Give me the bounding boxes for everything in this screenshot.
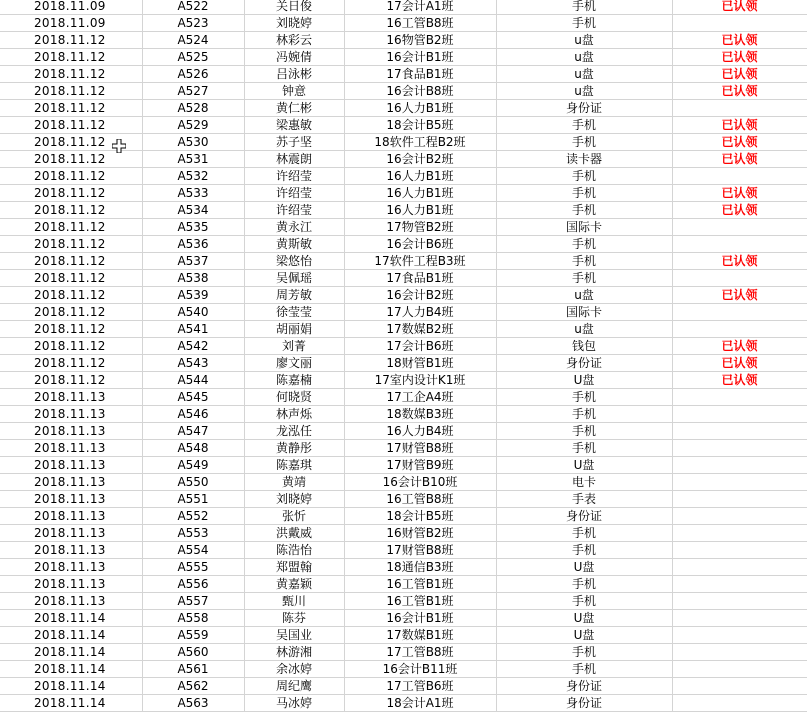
cell-code[interactable]: A551 — [142, 491, 244, 508]
table-row — [0, 219, 807, 236]
cell-code[interactable]: A557 — [142, 593, 244, 610]
cell-code[interactable]: A530 — [142, 134, 244, 151]
cell-item[interactable]: 手机 — [496, 202, 672, 219]
cell-item[interactable]: 手机 — [496, 644, 672, 661]
cell-cls[interactable]: 16会计B10班 — [344, 474, 496, 491]
cell-date[interactable]: 2018.11.13 — [0, 542, 142, 559]
cell-item[interactable]: 手机 — [496, 15, 672, 32]
cell-item[interactable]: 国际卡 — [496, 304, 672, 321]
cell-cls[interactable]: 16人力B1班 — [344, 202, 496, 219]
cell-cls[interactable]: 16人力B1班 — [344, 185, 496, 202]
table-row — [0, 0, 807, 15]
table-row — [0, 457, 807, 474]
cell-code[interactable]: A533 — [142, 185, 244, 202]
cell-name[interactable]: 刘菁 — [244, 338, 344, 355]
cell-name[interactable]: 黄永江 — [244, 219, 344, 236]
cell-cls[interactable]: 17会计A1班 — [344, 0, 496, 15]
cell-name[interactable]: 林游湘 — [244, 644, 344, 661]
cell-status[interactable] — [672, 559, 807, 576]
cell-status[interactable] — [672, 644, 807, 661]
table-row — [0, 287, 807, 304]
cell-status[interactable] — [672, 457, 807, 474]
cell-status[interactable]: 已认领 — [672, 66, 807, 83]
cell-date[interactable]: 2018.11.12 — [0, 49, 142, 66]
cell-status[interactable]: 已认领 — [672, 202, 807, 219]
table-row — [0, 593, 807, 610]
cell-date[interactable]: 2018.11.14 — [0, 627, 142, 644]
table-row — [0, 83, 807, 100]
cell-status[interactable] — [672, 440, 807, 457]
table-row — [0, 236, 807, 253]
cell-name[interactable]: 甄川 — [244, 593, 344, 610]
cell-status[interactable] — [672, 678, 807, 695]
cell-date[interactable]: 2018.11.12 — [0, 287, 142, 304]
cell-code[interactable]: A553 — [142, 525, 244, 542]
cell-name[interactable]: 黄静彤 — [244, 440, 344, 457]
cell-date[interactable]: 2018.11.13 — [0, 389, 142, 406]
cell-date[interactable]: 2018.11.09 — [0, 0, 142, 15]
cell-name[interactable]: 林声烁 — [244, 406, 344, 423]
cell-date[interactable]: 2018.11.12 — [0, 321, 142, 338]
table-row — [0, 168, 807, 185]
cell-name[interactable]: 廖文丽 — [244, 355, 344, 372]
cell-cls[interactable]: 17工管B6班 — [344, 678, 496, 695]
cell-item[interactable]: 手机 — [496, 406, 672, 423]
cell-code[interactable]: A524 — [142, 32, 244, 49]
cell-code[interactable]: A528 — [142, 100, 244, 117]
cell-date[interactable]: 2018.11.12 — [0, 270, 142, 287]
cell-code[interactable]: A543 — [142, 355, 244, 372]
cell-code[interactable]: A539 — [142, 287, 244, 304]
cell-item[interactable]: 手机 — [496, 389, 672, 406]
cell-code[interactable]: A559 — [142, 627, 244, 644]
cell-code[interactable]: A560 — [142, 644, 244, 661]
cell-cls[interactable]: 16财管B2班 — [344, 525, 496, 542]
cell-item[interactable]: U盘 — [496, 627, 672, 644]
cell-cls[interactable]: 16人力B1班 — [344, 100, 496, 117]
cell-cls[interactable]: 17物管B2班 — [344, 219, 496, 236]
cell-name[interactable]: 张忻 — [244, 508, 344, 525]
cell-item[interactable]: 身份证 — [496, 508, 672, 525]
cell-cls[interactable]: 16工管B8班 — [344, 15, 496, 32]
cell-cls[interactable]: 18财管B1班 — [344, 355, 496, 372]
cell-date[interactable]: 2018.11.14 — [0, 678, 142, 695]
cell-status[interactable] — [672, 525, 807, 542]
table-row — [0, 695, 807, 712]
cell-item[interactable]: 手机 — [496, 236, 672, 253]
cell-status[interactable] — [672, 304, 807, 321]
cell-code[interactable]: A537 — [142, 253, 244, 270]
cell-cls[interactable]: 18会计A1班 — [344, 695, 496, 712]
cell-date[interactable]: 2018.11.12 — [0, 185, 142, 202]
cell-name[interactable]: 洪戴威 — [244, 525, 344, 542]
cell-name[interactable]: 徐莹莹 — [244, 304, 344, 321]
cell-code[interactable]: A554 — [142, 542, 244, 559]
cell-date[interactable]: 2018.11.12 — [0, 355, 142, 372]
cell-item[interactable]: 手机 — [496, 185, 672, 202]
cell-status[interactable]: 已认领 — [672, 372, 807, 389]
table-row — [0, 185, 807, 202]
cell-status[interactable]: 已认领 — [672, 134, 807, 151]
cell-status[interactable]: 已认领 — [672, 185, 807, 202]
cell-item[interactable]: 手机 — [496, 440, 672, 457]
cell-date[interactable]: 2018.11.12 — [0, 117, 142, 134]
table-row — [0, 151, 807, 168]
cell-code[interactable]: A563 — [142, 695, 244, 712]
cell-date[interactable]: 2018.11.13 — [0, 406, 142, 423]
cell-cls[interactable]: 17人力B4班 — [344, 304, 496, 321]
cell-cls[interactable]: 16会计B2班 — [344, 151, 496, 168]
cell-cls[interactable]: 17会计B6班 — [344, 338, 496, 355]
cell-cls[interactable]: 17工管B8班 — [344, 644, 496, 661]
cell-status[interactable]: 已认领 — [672, 49, 807, 66]
cell-status[interactable] — [672, 695, 807, 712]
cell-code[interactable]: A546 — [142, 406, 244, 423]
cell-date[interactable]: 2018.11.14 — [0, 695, 142, 712]
table-row — [0, 66, 807, 83]
cell-cls[interactable]: 17室内设计K1班 — [344, 372, 496, 389]
cell-item[interactable]: U盘 — [496, 559, 672, 576]
cell-cls[interactable]: 18软件工程B2班 — [344, 134, 496, 151]
cell-name[interactable]: 黄嘉颖 — [244, 576, 344, 593]
cell-item[interactable]: u盘 — [496, 66, 672, 83]
cell-code[interactable]: A544 — [142, 372, 244, 389]
cell-code[interactable]: A555 — [142, 559, 244, 576]
table-row — [0, 49, 807, 66]
table-row — [0, 15, 807, 32]
cell-date[interactable]: 2018.11.13 — [0, 491, 142, 508]
table-row — [0, 372, 807, 389]
cell-name[interactable]: 林彩云 — [244, 32, 344, 49]
cell-status[interactable]: 已认领 — [672, 253, 807, 270]
table-row — [0, 270, 807, 287]
cell-status[interactable]: 已认领 — [672, 355, 807, 372]
cell-date[interactable]: 2018.11.12 — [0, 134, 142, 151]
cell-name[interactable]: 胡丽娟 — [244, 321, 344, 338]
cell-item[interactable]: 手机 — [496, 593, 672, 610]
cell-date[interactable]: 2018.11.14 — [0, 644, 142, 661]
cell-name[interactable]: 吕泳彬 — [244, 66, 344, 83]
table-row — [0, 440, 807, 457]
table-row — [0, 304, 807, 321]
cell-cls[interactable]: 17财管B8班 — [344, 440, 496, 457]
cell-code[interactable]: A540 — [142, 304, 244, 321]
cell-status[interactable] — [672, 389, 807, 406]
table-row — [0, 202, 807, 219]
cell-date[interactable]: 2018.11.12 — [0, 304, 142, 321]
cell-date[interactable]: 2018.11.13 — [0, 508, 142, 525]
cell-date[interactable]: 2018.11.12 — [0, 83, 142, 100]
cell-name[interactable]: 林震朗 — [244, 151, 344, 168]
cell-item[interactable]: 手机 — [496, 253, 672, 270]
table-row — [0, 474, 807, 491]
cell-item[interactable]: u盘 — [496, 83, 672, 100]
cell-name[interactable]: 吴国业 — [244, 627, 344, 644]
cell-name[interactable]: 黄仁彬 — [244, 100, 344, 117]
table-row — [0, 559, 807, 576]
cell-name[interactable]: 许绍莹 — [244, 185, 344, 202]
cell-status[interactable] — [672, 219, 807, 236]
cell-cls[interactable]: 16工管B8班 — [344, 491, 496, 508]
cell-code[interactable]: A538 — [142, 270, 244, 287]
cell-date[interactable]: 2018.11.12 — [0, 202, 142, 219]
cell-item[interactable]: 手机 — [496, 0, 672, 15]
cell-status[interactable] — [672, 168, 807, 185]
cell-name[interactable]: 冯婉倩 — [244, 49, 344, 66]
cell-name[interactable]: 梁悠怡 — [244, 253, 344, 270]
cell-item[interactable]: 手机 — [496, 134, 672, 151]
cell-name[interactable]: 马冰婷 — [244, 695, 344, 712]
cell-date[interactable]: 2018.11.12 — [0, 66, 142, 83]
cell-status[interactable] — [672, 542, 807, 559]
table-row — [0, 678, 807, 695]
table-row — [0, 100, 807, 117]
cell-item[interactable]: 手机 — [496, 525, 672, 542]
cell-status[interactable] — [672, 593, 807, 610]
cell-cls[interactable]: 16人力B1班 — [344, 168, 496, 185]
table-row — [0, 423, 807, 440]
cell-date[interactable]: 2018.11.14 — [0, 661, 142, 678]
cell-cls[interactable]: 16会计B11班 — [344, 661, 496, 678]
table-row — [0, 508, 807, 525]
cell-status[interactable] — [672, 474, 807, 491]
cell-date[interactable]: 2018.11.12 — [0, 100, 142, 117]
cell-code[interactable]: A522 — [142, 0, 244, 15]
cell-date[interactable]: 2018.11.12 — [0, 236, 142, 253]
cell-item[interactable]: 身份证 — [496, 695, 672, 712]
cell-code[interactable]: A526 — [142, 66, 244, 83]
cell-item[interactable]: 身份证 — [496, 678, 672, 695]
table-row — [0, 338, 807, 355]
cell-name[interactable]: 黄靖 — [244, 474, 344, 491]
cell-item[interactable]: 手表 — [496, 491, 672, 508]
cell-cls[interactable]: 18数媒B3班 — [344, 406, 496, 423]
cell-code[interactable]: A523 — [142, 15, 244, 32]
cell-cls[interactable]: 17食品B1班 — [344, 66, 496, 83]
cell-name[interactable]: 郑盟翰 — [244, 559, 344, 576]
cell-name[interactable]: 黄斯敏 — [244, 236, 344, 253]
cell-code[interactable]: A531 — [142, 151, 244, 168]
cell-name[interactable]: 关日俊 — [244, 0, 344, 15]
cell-name[interactable]: 苏子坚 — [244, 134, 344, 151]
cell-date[interactable]: 2018.11.13 — [0, 559, 142, 576]
cell-item[interactable]: u盘 — [496, 32, 672, 49]
cell-cls[interactable]: 16工管B1班 — [344, 593, 496, 610]
cell-item[interactable]: 身份证 — [496, 355, 672, 372]
cell-name[interactable]: 陈芬 — [244, 610, 344, 627]
cell-name[interactable]: 龙泓任 — [244, 423, 344, 440]
table-row — [0, 627, 807, 644]
cell-name[interactable]: 吴佩瑶 — [244, 270, 344, 287]
table-row — [0, 32, 807, 49]
cell-status[interactable] — [672, 406, 807, 423]
cell-date[interactable]: 2018.11.12 — [0, 151, 142, 168]
cell-name[interactable]: 陈浩怡 — [244, 542, 344, 559]
cell-item[interactable]: U盘 — [496, 372, 672, 389]
cell-name[interactable]: 钟意 — [244, 83, 344, 100]
cell-date[interactable]: 2018.11.12 — [0, 168, 142, 185]
table-row — [0, 491, 807, 508]
cell-cls[interactable]: 18会计B5班 — [344, 117, 496, 134]
cell-cls[interactable]: 16会计B1班 — [344, 610, 496, 627]
cell-code[interactable]: A545 — [142, 389, 244, 406]
cell-status[interactable]: 已认领 — [672, 151, 807, 168]
cell-cls[interactable]: 17食品B1班 — [344, 270, 496, 287]
cell-cls[interactable]: 18通信B3班 — [344, 559, 496, 576]
cell-item[interactable]: 电卡 — [496, 474, 672, 491]
table-row — [0, 406, 807, 423]
cell-status[interactable]: 已认领 — [672, 32, 807, 49]
cell-date[interactable]: 2018.11.13 — [0, 440, 142, 457]
cell-item[interactable]: 手机 — [496, 542, 672, 559]
cell-item[interactable]: 钱包 — [496, 338, 672, 355]
cell-item[interactable]: U盘 — [496, 457, 672, 474]
cell-code[interactable]: A535 — [142, 219, 244, 236]
cell-name[interactable]: 余冰婷 — [244, 661, 344, 678]
cell-status[interactable] — [672, 15, 807, 32]
cell-code[interactable]: A529 — [142, 117, 244, 134]
cell-name[interactable]: 许绍莹 — [244, 168, 344, 185]
cell-code[interactable]: A562 — [142, 678, 244, 695]
table-row — [0, 355, 807, 372]
cell-status[interactable] — [672, 508, 807, 525]
cell-status[interactable] — [672, 100, 807, 117]
cell-name[interactable]: 刘晓婷 — [244, 15, 344, 32]
cell-cls[interactable]: 16工管B1班 — [344, 576, 496, 593]
table-row — [0, 542, 807, 559]
cell-date[interactable]: 2018.11.13 — [0, 457, 142, 474]
cell-code[interactable]: A547 — [142, 423, 244, 440]
cell-status[interactable]: 已认领 — [672, 338, 807, 355]
cell-cls[interactable]: 16会计B6班 — [344, 236, 496, 253]
cell-name[interactable]: 梁惠敏 — [244, 117, 344, 134]
cell-cls[interactable]: 17软件工程B3班 — [344, 253, 496, 270]
cell-date[interactable]: 2018.11.12 — [0, 219, 142, 236]
cell-cls[interactable]: 16会计B2班 — [344, 287, 496, 304]
cell-name[interactable]: 周纪鹰 — [244, 678, 344, 695]
cell-status[interactable]: 已认领 — [672, 0, 807, 15]
cell-status[interactable]: 已认领 — [672, 117, 807, 134]
cell-item[interactable]: 手机 — [496, 423, 672, 440]
cell-status[interactable] — [672, 491, 807, 508]
cell-date[interactable]: 2018.11.12 — [0, 372, 142, 389]
cell-date[interactable]: 2018.11.13 — [0, 423, 142, 440]
cell-code[interactable]: A541 — [142, 321, 244, 338]
cell-date[interactable]: 2018.11.12 — [0, 32, 142, 49]
cell-name[interactable]: 周芳敏 — [244, 287, 344, 304]
cell-status[interactable] — [672, 236, 807, 253]
cell-item[interactable]: U盘 — [496, 610, 672, 627]
cell-item[interactable]: 手机 — [496, 168, 672, 185]
cell-cls[interactable]: 16物管B2班 — [344, 32, 496, 49]
cell-item[interactable]: 读卡器 — [496, 151, 672, 168]
cell-cls[interactable]: 17数媒B2班 — [344, 321, 496, 338]
cell-date[interactable]: 2018.11.13 — [0, 576, 142, 593]
cell-code[interactable]: A558 — [142, 610, 244, 627]
cell-name[interactable]: 陈嘉琪 — [244, 457, 344, 474]
cell-code[interactable]: A532 — [142, 168, 244, 185]
cell-cls[interactable]: 16会计B1班 — [344, 49, 496, 66]
cell-name[interactable]: 陈嘉楠 — [244, 372, 344, 389]
cell-status[interactable]: 已认领 — [672, 287, 807, 304]
cell-cls[interactable]: 16人力B4班 — [344, 423, 496, 440]
cell-item[interactable]: u盘 — [496, 49, 672, 66]
cell-code[interactable]: A550 — [142, 474, 244, 491]
cell-code[interactable]: A525 — [142, 49, 244, 66]
cell-code[interactable]: A527 — [142, 83, 244, 100]
cell-item[interactable]: 身份证 — [496, 100, 672, 117]
cell-date[interactable]: 2018.11.09 — [0, 15, 142, 32]
table-row — [0, 576, 807, 593]
cell-code[interactable]: A542 — [142, 338, 244, 355]
table-row — [0, 610, 807, 627]
cell-item[interactable]: 手机 — [496, 661, 672, 678]
cell-code[interactable]: A536 — [142, 236, 244, 253]
cell-cls[interactable]: 17财管B9班 — [344, 457, 496, 474]
table-row — [0, 644, 807, 661]
table-row — [0, 389, 807, 406]
table-row — [0, 321, 807, 338]
cell-status[interactable] — [672, 576, 807, 593]
cell-status[interactable] — [672, 627, 807, 644]
cell-code[interactable]: A534 — [142, 202, 244, 219]
cell-date[interactable]: 2018.11.13 — [0, 474, 142, 491]
cell-name[interactable]: 何晓贤 — [244, 389, 344, 406]
cell-status[interactable] — [672, 661, 807, 678]
cell-code[interactable]: A552 — [142, 508, 244, 525]
cell-date[interactable]: 2018.11.12 — [0, 253, 142, 270]
cell-status[interactable] — [672, 610, 807, 627]
cell-item[interactable]: 手机 — [496, 270, 672, 287]
cell-item[interactable]: 手机 — [496, 576, 672, 593]
cell-code[interactable]: A549 — [142, 457, 244, 474]
table-row — [0, 661, 807, 678]
cell-item[interactable]: 手机 — [496, 117, 672, 134]
cell-cls[interactable]: 18会计B5班 — [344, 508, 496, 525]
cell-status[interactable] — [672, 270, 807, 287]
cell-cls[interactable]: 17数媒B1班 — [344, 627, 496, 644]
cell-select-cursor-icon — [112, 139, 126, 153]
cell-date[interactable]: 2018.11.14 — [0, 610, 142, 627]
cell-item[interactable]: 国际卡 — [496, 219, 672, 236]
table-row — [0, 117, 807, 134]
cell-code[interactable]: A561 — [142, 661, 244, 678]
table-row — [0, 253, 807, 270]
cell-code[interactable]: A556 — [142, 576, 244, 593]
cell-code[interactable]: A548 — [142, 440, 244, 457]
cell-name[interactable]: 刘晓婷 — [244, 491, 344, 508]
cell-date[interactable]: 2018.11.13 — [0, 593, 142, 610]
cell-status[interactable]: 已认领 — [672, 83, 807, 100]
cell-status[interactable] — [672, 423, 807, 440]
cell-date[interactable]: 2018.11.12 — [0, 338, 142, 355]
cell-item[interactable]: u盘 — [496, 287, 672, 304]
cell-cls[interactable]: 17工企A4班 — [344, 389, 496, 406]
cell-cls[interactable]: 17财管B8班 — [344, 542, 496, 559]
cell-name[interactable]: 许绍莹 — [244, 202, 344, 219]
cell-status[interactable] — [672, 321, 807, 338]
cell-item[interactable]: u盘 — [496, 321, 672, 338]
cell-date[interactable]: 2018.11.13 — [0, 525, 142, 542]
cell-cls[interactable]: 16会计B8班 — [344, 83, 496, 100]
table-row — [0, 525, 807, 542]
